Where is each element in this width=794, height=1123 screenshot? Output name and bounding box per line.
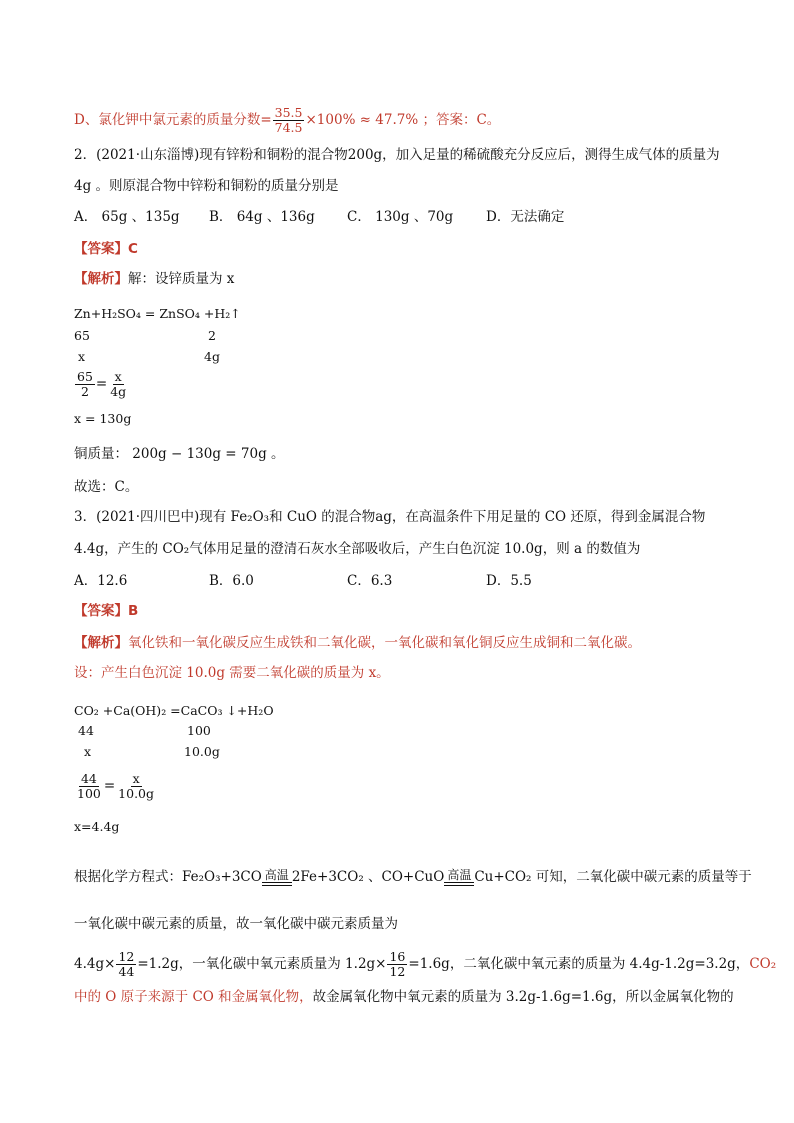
q3-option-d: D．5.5 [486,573,532,589]
analysis-text: 解：设锌质量为 x [128,271,235,287]
frac-den: 2 [80,384,89,399]
q3-calc-line [74,950,776,979]
frac-den: 4g [110,384,127,399]
q2-result: x = 130g [74,411,132,426]
q3-var-10g: 10.0g [184,744,220,759]
calc-red: CO₂ [749,956,777,972]
q3-carbon-line: 一氧化碳中碳元素的质量，故一氧化碳中碳元素质量为 [74,916,398,932]
q2-analysis [74,270,234,288]
q3-equation: CO₂ +Ca(OH)₂ =CaCO₃ ↓+H₂O [74,703,274,718]
q2-mass-2: 2 [208,328,216,343]
analysis-tag: 【解析】 [74,635,128,651]
fraction-12-44 [116,950,136,979]
q2-ratio [74,370,129,399]
condition-label: 高温 [447,868,472,882]
q3-mass-44: 44 [78,723,94,738]
q2-var-4g: 4g [204,349,220,364]
frac-den: 100 [77,786,101,801]
q2-option-b: B． 64g 、136g [209,209,315,225]
q3-answer: 【答案】B [74,603,139,619]
frac-num: x [114,369,122,384]
q3-ratio [74,772,157,801]
ratio-right [108,370,128,399]
equals: = [95,376,108,392]
analysis-tag: 【解析】 [74,271,128,287]
equals: = [103,778,116,794]
q3-analysis [74,634,641,652]
last-red: 中的 O 原子来源于 CO 和金属氧化物， [74,989,313,1005]
equals-bar [444,882,474,886]
q3-mass-100: 100 [187,723,211,738]
q2-mass-65: 65 [74,328,90,343]
option-d-line [74,106,500,135]
q3-equation-line [74,868,752,886]
calc-a: 4.4g× [74,956,116,972]
equals-bar [262,882,292,886]
q2-copper-mass: 铜质量： 200g − 130g = 70g 。 [74,446,285,462]
q3-stem-line2: 4.4g，产生的 CO₂气体用足量的澄清石灰水全部吸收后，产生白色沉淀 10.0g，则 a 的数值为 [74,541,641,557]
frac-den: 10.0g [118,786,155,801]
q3-option-b: B．6.0 [209,573,254,589]
frac-num: 65 [77,369,93,384]
high-temp-condition [262,869,292,886]
q3-var-x: x [84,744,92,759]
frac-num: 12 [118,949,135,964]
last-black: 故金属氧化物中氧元素的质量为 3.2g-1.6g=1.6g，所以金属氧化物的 [312,989,734,1005]
fraction [273,106,305,135]
q3-last-line [74,988,734,1006]
q2-var-x: x [78,349,86,364]
frac-num: 44 [80,771,97,786]
ratio-left [75,772,103,801]
calc-b: =1.2g，一氧化碳中氧元素质量为 1.2g× [137,956,387,972]
eq-text-c: Cu+CO₂ 可知，二氧化碳中碳元素的质量等于 [474,869,752,885]
eq-text-a: 根据化学方程式：Fe₂O₃+3CO [74,869,262,885]
ratio-right [116,772,156,801]
condition-label: 高温 [264,868,289,882]
frac-den: 74.5 [274,120,303,135]
q2-answer: 【答案】C [74,241,138,257]
q3-option-c: C．6.3 [347,573,393,589]
q3-setup: 设：产生白色沉淀 10.0g 需要二氧化碳的质量为 x。 [74,665,390,681]
q2-equation: Zn+H₂SO₄ = ZnSO₄ +H₂↑ [74,306,241,321]
q2-choice: 故选：C。 [74,479,139,495]
q3-stem-line1: 3．(2021·四川巴中)现有 Fe₂O₃和 CuO 的混合物ag，在高温条件下用足量的 CO 还原，得到金属混合物 [74,509,706,525]
option-d-suffix: ×100% ≈ 47.7% ；答案：C。 [305,112,501,128]
q3-option-a: A．12.6 [74,573,128,589]
analysis-text: 氧化铁和一氧化碳反应生成铁和二氧化碳，一氧化碳和氧化铜反应生成铜和二氧化碳。 [128,635,641,651]
ratio-left [75,370,95,399]
fraction-16-12 [387,950,407,979]
frac-num: x [132,771,140,786]
frac-num: 16 [389,949,406,964]
frac-num: 35.5 [274,105,303,120]
frac-den: 12 [389,964,406,979]
option-d-text: D、氯化钾中氯元素的质量分数= [74,112,272,128]
q2-option-d: D．无法确定 [486,209,565,225]
high-temp-condition [444,869,474,886]
calc-c: =1.6g，二氧化碳中氧元素的质量为 4.4g-1.2g=3.2g， [408,956,750,972]
q2-option-a: A． 65g 、135g [74,209,180,225]
eq-text-b: 2Fe+3CO₂ 、CO+CuO [291,869,445,885]
q2-stem-line1: 2．(2021·山东淄博)现有锌粉和铜粉的混合物200g，加入足量的稀硫酸充分反应后，测得生成气体的质量为 [74,147,720,163]
q2-stem-line2: 4g 。则原混合物中锌粉和铜粉的质量分别是 [74,178,339,194]
frac-den: 44 [118,964,135,979]
q2-option-c: C． 130g 、70g [347,209,454,225]
q3-result: x=4.4g [74,819,120,834]
